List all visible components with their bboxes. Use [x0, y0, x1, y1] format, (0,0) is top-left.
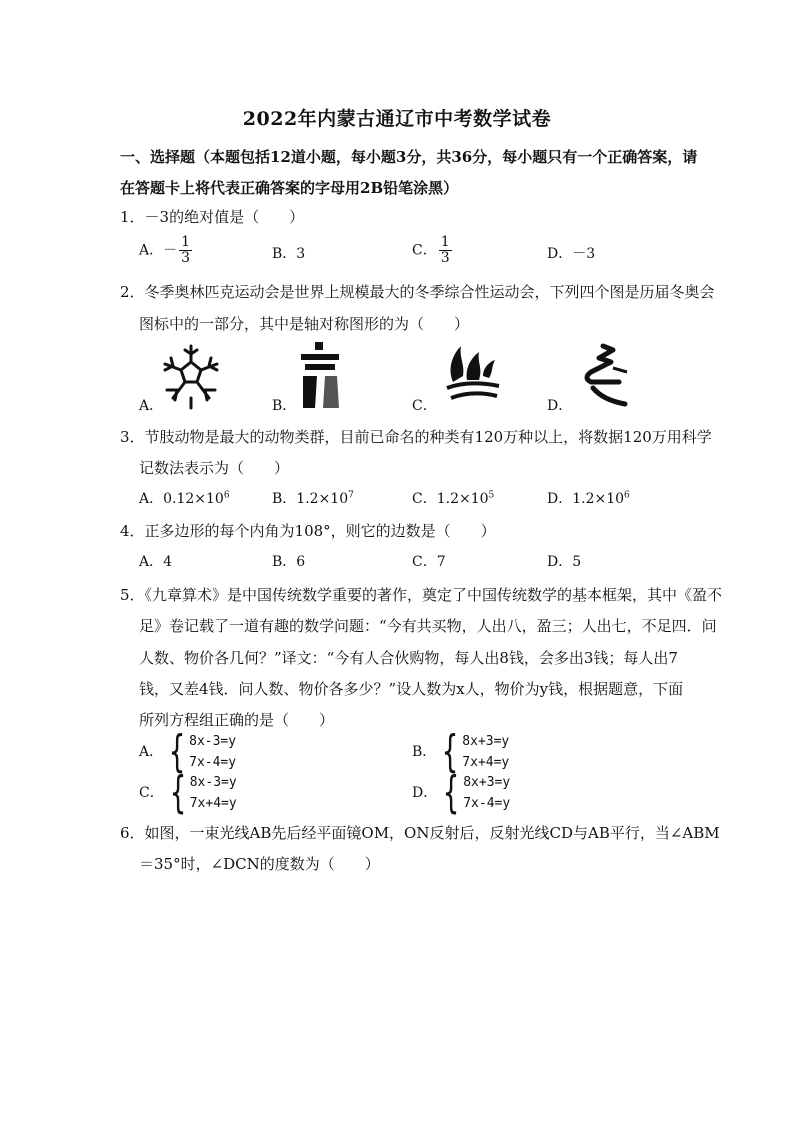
q4-option-b: B．6 — [272, 554, 306, 570]
q5-stem-line1: 5．《九章算术》是中国传统数学重要的著作，奠定了中国传统数学的基本框架，其中《盈不 — [120, 586, 723, 604]
left-brace-icon: { — [169, 767, 187, 818]
q2-stem-line2: 图标中的一部分，其中是轴对称图形的为（ ） — [139, 315, 470, 333]
q1-option-a — [139, 235, 192, 266]
q1-option-c-fraction — [439, 235, 452, 266]
q5-b-equation-1: 8x+3=y — [462, 734, 510, 749]
q5-stem-line3: 人数、物价各几何？”译文：“今有人合伙购物，每人出8钱，会多出3钱；每人出7 — [139, 649, 678, 667]
q5-option-b — [412, 726, 510, 777]
q5-option-c-system — [164, 767, 237, 818]
q1-c-denominator: 3 — [440, 250, 450, 266]
q5-b-equation-2: 7x+4=y — [462, 755, 510, 770]
q2-label-c: C． — [412, 398, 437, 414]
q5-option-c-label: C． — [139, 785, 164, 801]
q5-option-d — [412, 767, 511, 818]
q3-option-b-base: B．1.2×10 — [272, 491, 349, 507]
exam-title: 2022年内蒙古通辽市中考数学试卷 — [242, 108, 552, 130]
q1-option-c — [412, 235, 452, 266]
q4-option-d: D．5 — [547, 554, 582, 570]
q3-option-d-base: D．1.2×10 — [547, 491, 625, 507]
q2-label-a: A． — [139, 398, 164, 414]
q3-option-b-exponent: 7 — [348, 490, 354, 501]
q4-option-a: A．4 — [139, 554, 173, 570]
q1-a-numerator: 1 — [181, 234, 191, 250]
q6-stem-line1: 6．如图，一束光线AB先后经平面镜OM，ON反射后，反射光线CD与AB平行，当∠ABM — [120, 824, 720, 842]
q5-d-equation-1: 8x+3=y — [463, 775, 511, 790]
q5-c-equation-1: 8x-3=y — [189, 775, 237, 790]
q1-option-b: B．3 — [272, 246, 306, 262]
q5-a-equation-2: 7x-4=y — [189, 755, 237, 770]
left-brace-icon: { — [168, 726, 186, 777]
left-brace-icon: { — [442, 767, 460, 818]
q1-c-numerator: 1 — [440, 234, 450, 250]
q4-option-c: C．7 — [412, 554, 446, 570]
q2-label-b: B． — [272, 398, 297, 414]
section-heading-line1: 一、选择题（本题包括12道小题，每小题3分，共36分，每小题只有一个正确答案，请 — [120, 148, 698, 166]
q5-stem-line4: 钱，又差4钱．问人数、物价各多少？”设人数为x人，物价为y钱，根据题意，下面 — [139, 680, 684, 698]
q3-option-d — [547, 488, 630, 508]
q3-option-c-base: C．1.2×10 — [412, 491, 489, 507]
q5-d-equation-2: 7x-4=y — [463, 796, 511, 811]
q1-option-a-label: A．－ — [139, 242, 178, 259]
q5-stem-line2: 足》卷记载了一道有趣的数学问题：“今有共买物，人出八，盈三；人出七，不足四．问 — [139, 617, 717, 635]
q3-stem-line2: 记数法表示为（ ） — [139, 459, 290, 477]
section-heading-line2: 在答题卡上将代表正确答案的字母用2B铅笔涂黑） — [120, 179, 459, 197]
q2-label-d: D． — [547, 398, 573, 414]
q5-stem-line5: 所列方程组正确的是（ ） — [139, 711, 335, 729]
q3-option-a-exponent: 6 — [223, 490, 230, 501]
q5-option-d-label: D． — [412, 785, 438, 801]
q3-option-b — [272, 488, 354, 508]
snowflake-emblem-icon — [159, 342, 223, 410]
q1-option-a-fraction — [179, 235, 192, 266]
left-brace-icon: { — [441, 726, 459, 777]
q5-option-c — [139, 767, 237, 818]
q3-option-c — [412, 488, 494, 508]
q3-option-d-exponent: 6 — [624, 490, 630, 501]
q6-stem-line2: ＝35°时，∠DCN的度数为（ ） — [139, 855, 380, 873]
q3-option-c-exponent: 5 — [488, 490, 495, 501]
q5-option-a — [139, 726, 237, 777]
q1-stem: 1．－3的绝对值是（ ） — [120, 208, 305, 226]
q2-stem-line1: 2．冬季奥林匹克运动会是世界上规模最大的冬季综合性运动会，下列四个图是历届冬奥会 — [120, 283, 715, 301]
q5-c-equation-2: 7x+4=y — [189, 796, 237, 811]
q4-stem: 4．正多边形的每个内角为108°，则它的边数是（ ） — [120, 522, 496, 540]
q3-option-a — [139, 488, 230, 508]
q3-option-a-base: A．0.12×10 — [139, 491, 224, 507]
q5-option-a-label: A． — [139, 744, 164, 760]
q5-option-d-system — [437, 767, 511, 818]
q5-a-equation-1: 8x-3=y — [189, 734, 237, 749]
q1-a-denominator: 3 — [181, 250, 191, 266]
brushstroke-emblem-icon — [573, 342, 637, 408]
q1-option-d: D．－3 — [547, 246, 596, 262]
q1-option-c-label: C． — [412, 242, 437, 259]
q5-option-b-label: B． — [412, 744, 437, 760]
q2-figure-row — [137, 336, 697, 416]
flame-emblem-icon — [439, 340, 503, 408]
q3-stem-line1: 3．节肢动物是最大的动物类群，目前已命名的种类有120万种以上，将数据120万用科学 — [120, 428, 712, 446]
inukshuk-emblem-icon — [295, 340, 345, 410]
